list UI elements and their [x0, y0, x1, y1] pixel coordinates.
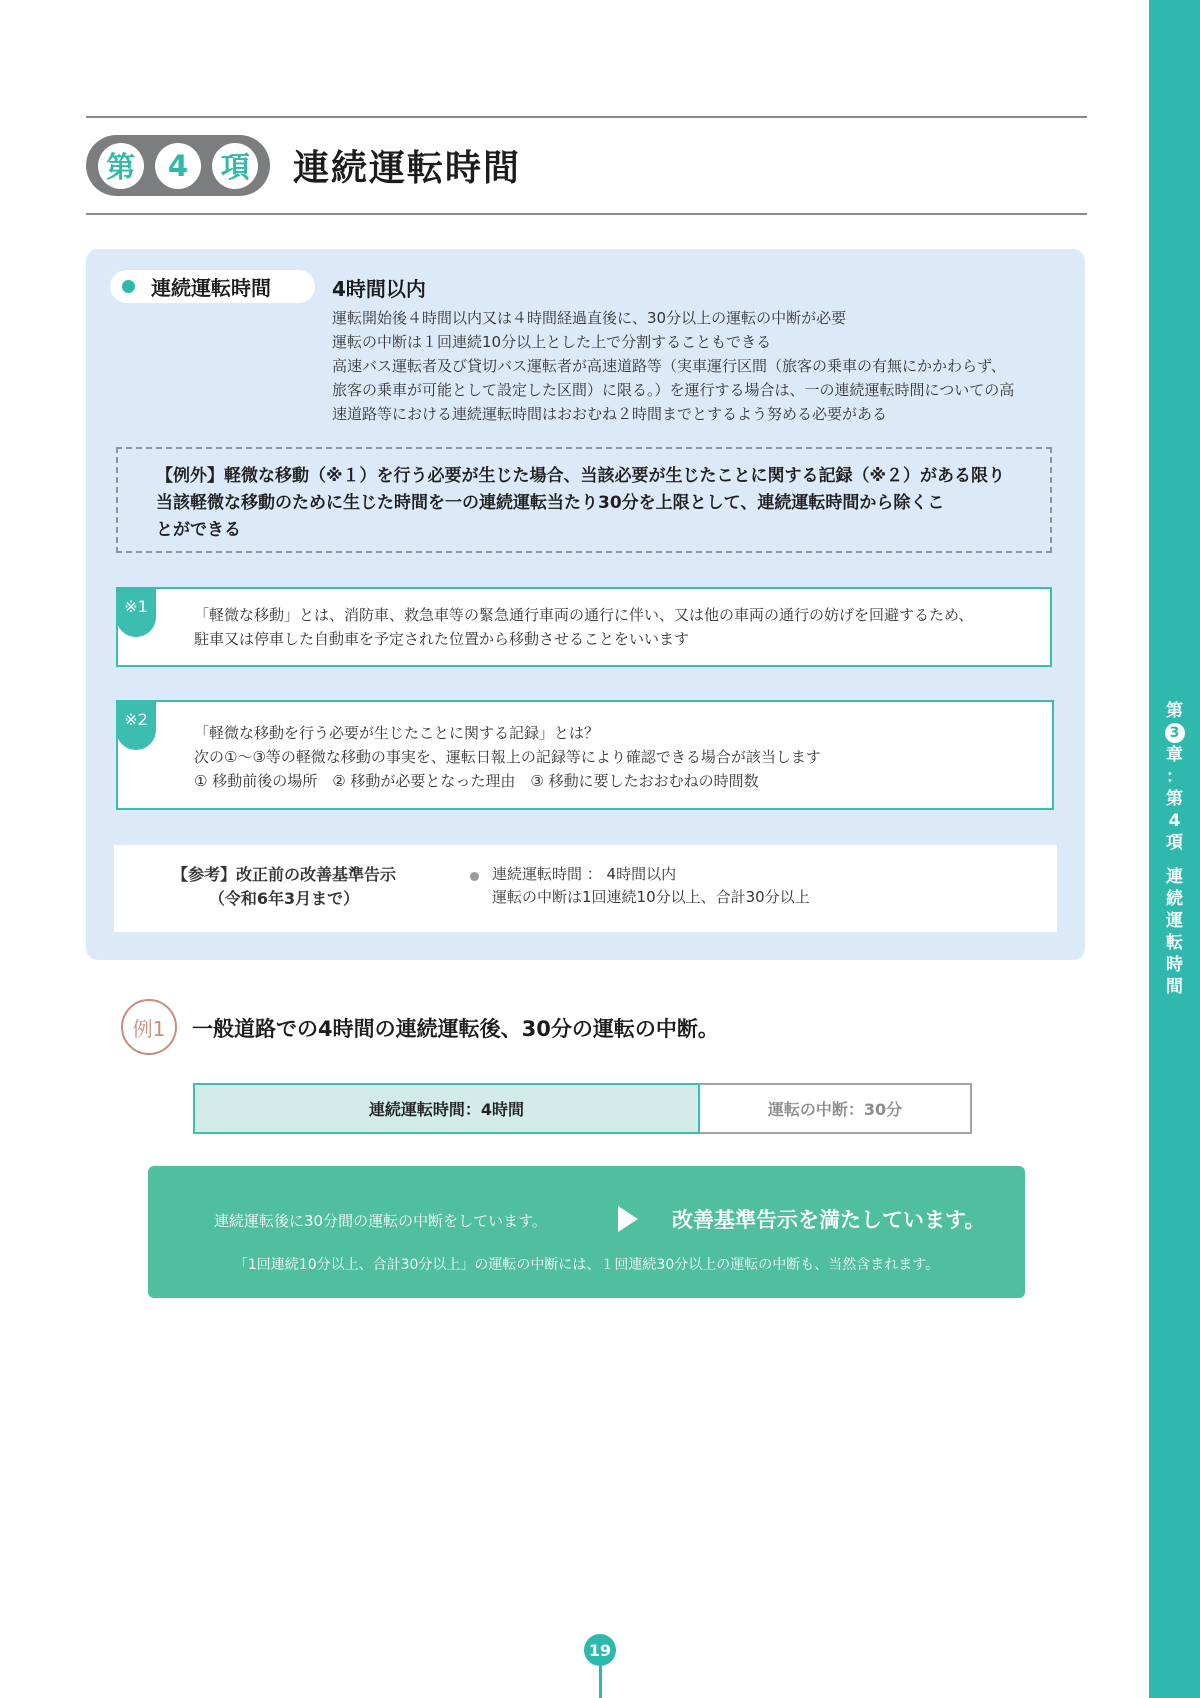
section-badge [86, 135, 270, 196]
reference-title [114, 863, 454, 911]
result-conclusion: 改善基準告示を満たしています。 [672, 1208, 986, 1232]
rule-description-line: 運転の中断は１回連続10分以上とした上で分割することもできる [332, 333, 772, 351]
reference-box [114, 845, 1057, 932]
sidebar-char: 間 [1166, 977, 1183, 997]
timeline-bar-driving: 連続運転時間：4時間 [193, 1083, 700, 1134]
reference-line: 運転の中断は1回連続10分以上、合計30分以上 [492, 888, 810, 906]
badge-char: 項 [212, 143, 258, 189]
bullet-dot-icon [122, 280, 135, 293]
reference-text [492, 863, 810, 909]
note-box-2 [116, 700, 1054, 810]
sidebar-char: 4 [1168, 811, 1181, 831]
rule-label-pill [110, 270, 315, 303]
header-top-rule [86, 116, 1087, 118]
rule-description-line: 速道路等における連続運転時間はおおむね２時間までとするよう努める必要がある [332, 405, 888, 423]
sidebar-char: 第 [1166, 789, 1183, 809]
exception-box [116, 447, 1052, 553]
sidebar-char: 時 [1166, 955, 1183, 975]
header-bottom-rule [86, 213, 1087, 215]
result-note: 「1回連続10分以上、合計30分以上」の運転の中断には、１回連続30分以上の運転の中断も、当然含まれます。 [233, 1257, 940, 1273]
chapter-number-circle: 3 [1165, 723, 1185, 743]
badge-char: 第 [98, 143, 144, 189]
example-badge: 例1 [121, 999, 177, 1055]
sidebar-char: 続 [1166, 889, 1183, 909]
exception-line: 当該軽微な移動のために生じた時間を一の連続運転当たり30分を上限として、連続運転時間から除くこ [156, 493, 945, 513]
arrow-right-icon [618, 1206, 638, 1232]
exception-line: とができる [156, 520, 241, 540]
sidebar-char: 運 [1166, 911, 1183, 931]
note-tab: ※2 [116, 700, 156, 750]
badge-number: 4 [155, 143, 201, 189]
bullet-dot-icon [470, 872, 479, 881]
sidebar-char: 第 [1166, 701, 1183, 721]
note-text [194, 603, 973, 651]
note-line: 駐車又は停車した自動車を予定された位置から移動させることをいいます [194, 630, 690, 648]
note-tab: ※1 [116, 587, 156, 637]
note-box-1 [116, 587, 1052, 667]
rule-description-line: 運転開始後４時間以内又は４時間経過直後に、30分以上の運転の中断が必要 [332, 309, 847, 327]
rule-description [332, 306, 1014, 426]
note-line: ① 移動前後の場所 ② 移動が必要となった理由 ③ 移動に要したおおむねの時間数 [194, 772, 759, 790]
result-condition: 連続運転後に30分間の運転の中断をしています。 [214, 1212, 547, 1230]
reference-title-line: 【参考】改正前の改善基準告示 [171, 865, 396, 884]
rule-description-line: 旅客の乗車が可能として設定した区間）に限る。）を運行する場合は、一の連続運転時間についての高 [332, 381, 1015, 399]
sidebar-char: ： [1166, 767, 1183, 787]
note-line: 「軽微な移動」とは、消防車、救急車等の緊急通行車両の通行に伴い、又は他の車両の通行の妨げを回避するため、 [194, 606, 974, 624]
sidebar-label [1149, 700, 1200, 998]
example-title: 一般道路での4時間の連続運転後、30分の運転の中断。 [192, 1017, 719, 1041]
rule-label: 連続運転時間 [151, 276, 271, 300]
note-line: 次の①～③等の軽微な移動の事実を、運転日報上の記録等により確認できる場合が該当します [194, 748, 821, 766]
sidebar-char: 連 [1166, 867, 1183, 887]
note-line: 「軽微な移動を行う必要が生じたことに関する記録」とは？ [194, 724, 600, 742]
rule-value: 4時間以内 [332, 277, 426, 301]
result-box [148, 1166, 1025, 1298]
reference-title-line: （令和6年3月まで） [208, 889, 360, 908]
page-number: 19 [584, 1634, 616, 1666]
sidebar-char: 項 [1166, 833, 1183, 853]
page-title: 連続運転時間 [293, 148, 522, 189]
chapter-sidebar [1149, 0, 1200, 1698]
timeline-bar-break: 運転の中断：30分 [700, 1083, 972, 1134]
exception-line: 【例外】軽微な移動（※１）を行う必要が生じた場合、当該必要が生じたことに関する記録（※２）がある限り [156, 466, 1006, 486]
sidebar-char: 転 [1166, 933, 1183, 953]
note-text [194, 721, 821, 793]
reference-line: 連続運転時間 ： 4時間以内 [492, 865, 677, 883]
rule-description-line: 高速バス運転者及び貸切バス運転者が高速道路等（実車運行区間（旅客の乗車の有無にかかわらず、 [332, 357, 1006, 375]
sidebar-char: 章 [1166, 745, 1183, 765]
